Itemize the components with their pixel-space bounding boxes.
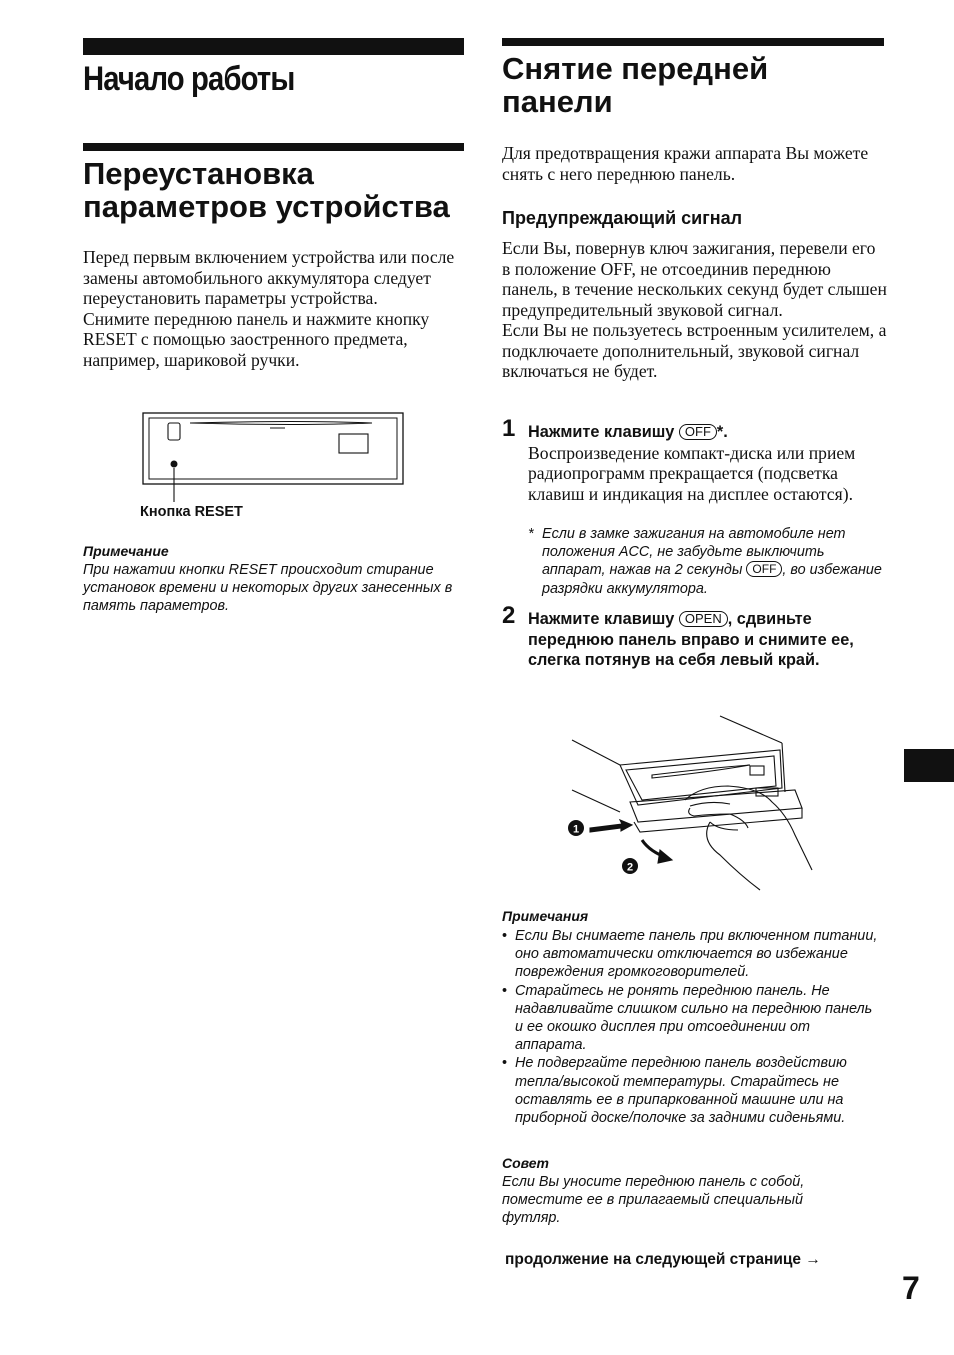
footnote-off-key: OFF	[746, 561, 782, 577]
section-title-right-line1: Снятие передней	[502, 51, 769, 86]
side-tab	[904, 749, 954, 782]
step1-suffix: *.	[716, 423, 728, 441]
continued-arrow: →	[805, 1251, 821, 1268]
right-notes-list	[502, 927, 884, 1127]
tip-text: Если Вы уносите переднюю панель с собой, поместите ее в прилагаемый специальный футляр.	[502, 1174, 805, 1227]
warning-p1: Если Вы, повернув ключ зажигания, перевели его в положение OFF, не отсоединив переднюю панель, в течение нескольких секунд будет слышен предупредительный звуковой сигнал.	[502, 238, 887, 320]
section-rule-left	[83, 143, 464, 151]
step2-prefix: Нажмите клавишу	[528, 610, 675, 628]
continued-footer	[505, 1251, 821, 1269]
note-item: • Если Вы снимаете панель при включенном питании, оно автоматически отключается во избежание повреждения громкоговорителей.	[502, 927, 884, 982]
warning-subheading: Предупреждающий сигнал	[502, 208, 743, 228]
section-title-left-line1: Переустановка	[83, 156, 314, 191]
section-title-left-line2: параметров устройства	[83, 189, 450, 224]
step1-instruction	[528, 422, 883, 443]
open-key: OPEN	[679, 611, 728, 627]
step1-footnote	[528, 525, 883, 598]
step1-body: Воспроизведение компакт-диска или прием радиопрограмм прекращается (подсветка клавиш и индикация на дисплее остаются).	[528, 442, 856, 504]
remove-intro: Для предотвращения кражи аппарата Вы можете снять с него переднюю панель.	[502, 143, 869, 184]
note-item: • Старайтесь не ронять переднюю панель. Не надавливайте слишком сильно на переднюю панель и ее окошко дисплея при отсоединении от аппарата.	[502, 982, 884, 1055]
reset-intro	[83, 247, 468, 370]
left-note-title: Примечание	[83, 543, 169, 559]
left-note-text: При нажатии кнопки RESET происходит стирание установок времени и некоторых других занесенных в память параметров.	[83, 562, 453, 615]
step1-prefix: Нажмите клавишу	[528, 423, 675, 441]
reset-button-dot	[171, 461, 178, 468]
chapter-title: Начало работы	[83, 60, 295, 98]
page-number: 7	[902, 1270, 920, 1306]
step1-number: 1	[502, 415, 516, 442]
section-rule-right	[502, 38, 884, 46]
step2-instruction	[528, 609, 878, 671]
step2-suffix: , сдвиньте переднюю панель вправо и снимите ее, слегка потянув на себя левый край.	[528, 610, 854, 669]
note-item: • Не подвергайте переднюю панель воздействию тепла/высокой температуры. Старайтесь не оставлять ее в припаркованной машине или на приборной доске/полочке за задними сиденьями.	[502, 1054, 884, 1127]
reset-intro-p1: Перед первым включением устройства или после замены автомобильного аккумулятора следует переустановить параметры устройства.	[83, 247, 455, 308]
warning-p2: Если Вы не пользуетесь встроенным усилителем, а подключаете дополнительный, звуковой сигнал включаться не будет.	[502, 320, 887, 381]
reset-intro-p2: Снимите переднюю панель и нажмите кнопку RESET с помощью заостренного предмета, например, шариковой ручки.	[83, 308, 430, 370]
unit-reset-illustration	[140, 410, 410, 505]
section-title-right-line2: панели	[502, 84, 613, 119]
chapter-rule	[83, 38, 464, 55]
section-title-right	[502, 52, 892, 118]
step2-number: 2	[502, 602, 516, 629]
reset-button-label: Кнопка RESET	[140, 504, 243, 520]
warning-text	[502, 238, 887, 382]
continued-text: продолжение на следующей странице	[505, 1251, 802, 1268]
footnote-after: , во избежание разрядки аккумулятора.	[542, 562, 882, 597]
marker-2: 2	[626, 861, 634, 874]
tip-title: Совет	[502, 1155, 550, 1171]
footnote-before: Если в замке зажигания на автомобиле нет положения ACC, не забудьте выключить аппарат, нажав на 2 секунды	[542, 526, 846, 579]
panel-removal-illustration	[560, 710, 820, 900]
right-notes-title: Примечания	[502, 908, 589, 924]
off-key: OFF	[679, 424, 717, 440]
section-title-left	[83, 157, 473, 223]
marker-1: 1	[572, 823, 580, 836]
step1	[528, 422, 883, 504]
footnote-mark: *	[528, 526, 534, 542]
